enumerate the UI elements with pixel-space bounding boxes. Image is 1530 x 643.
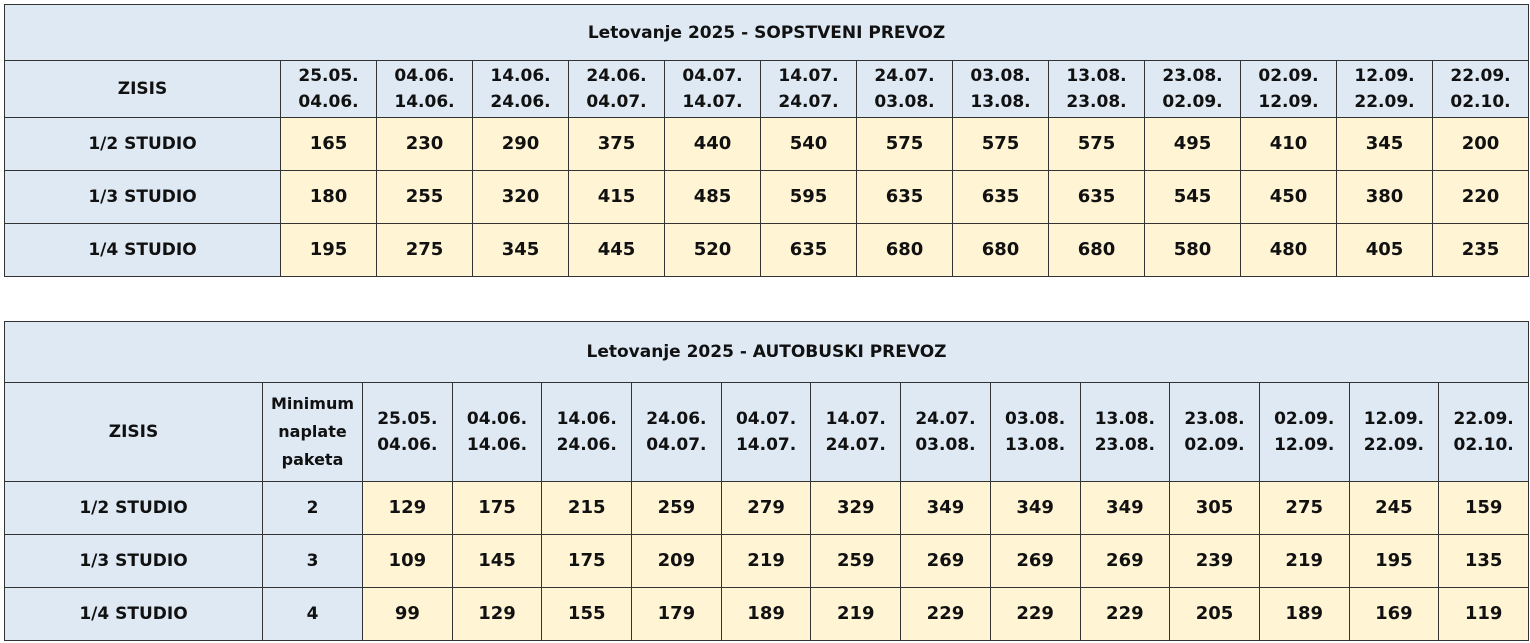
room-type-label: 1/3 STUDIO xyxy=(5,171,281,224)
price-cell: 269 xyxy=(1080,535,1170,588)
period-header: 04.06. 14.06. xyxy=(452,383,542,482)
price-cell: 155 xyxy=(542,588,632,641)
price-cell: 229 xyxy=(990,588,1080,641)
table-row xyxy=(5,224,1529,277)
price-cell: 215 xyxy=(542,482,632,535)
table-title: Letovanje 2025 - SOPSTVENI PREVOZ xyxy=(5,5,1529,61)
period-header: 24.07. 03.08. xyxy=(857,61,953,118)
price-cell: 349 xyxy=(990,482,1080,535)
table-row xyxy=(5,588,1529,641)
price-cell: 219 xyxy=(1259,535,1349,588)
price-cell: 219 xyxy=(811,588,901,641)
price-cell: 229 xyxy=(901,588,991,641)
price-cell: 275 xyxy=(377,224,473,277)
price-cell: 109 xyxy=(363,535,453,588)
price-cell: 345 xyxy=(1337,118,1433,171)
price-cell: 410 xyxy=(1241,118,1337,171)
period-header: 02.09. 12.09. xyxy=(1259,383,1349,482)
price-cell: 209 xyxy=(632,535,722,588)
price-cell: 119 xyxy=(1439,588,1529,641)
period-header: 04.07. 14.07. xyxy=(721,383,811,482)
price-cell: 445 xyxy=(569,224,665,277)
price-cell: 635 xyxy=(761,224,857,277)
period-header: 03.08. 13.08. xyxy=(953,61,1049,118)
price-cell: 255 xyxy=(377,171,473,224)
table-title: Letovanje 2025 - AUTOBUSKI PREVOZ xyxy=(5,322,1529,383)
period-header: 24.07. 03.08. xyxy=(901,383,991,482)
price-cell: 329 xyxy=(811,482,901,535)
price-cell: 269 xyxy=(990,535,1080,588)
price-cell: 220 xyxy=(1433,171,1529,224)
price-cell: 545 xyxy=(1145,171,1241,224)
period-header: 14.07. 24.07. xyxy=(811,383,901,482)
period-header: 23.08. 02.09. xyxy=(1145,61,1241,118)
price-cell: 200 xyxy=(1433,118,1529,171)
period-header: 14.06. 24.06. xyxy=(473,61,569,118)
price-cell: 349 xyxy=(901,482,991,535)
price-cell: 680 xyxy=(1049,224,1145,277)
price-cell: 239 xyxy=(1170,535,1260,588)
price-cell: 135 xyxy=(1439,535,1529,588)
price-cell: 219 xyxy=(721,535,811,588)
price-cell: 189 xyxy=(721,588,811,641)
period-header: 25.05. 04.06. xyxy=(363,383,453,482)
hotel-name: ZISIS xyxy=(5,383,263,482)
price-cell: 595 xyxy=(761,171,857,224)
period-header: 14.06. 24.06. xyxy=(542,383,632,482)
table-row xyxy=(5,171,1529,224)
price-cell: 189 xyxy=(1259,588,1349,641)
price-cell: 169 xyxy=(1349,588,1439,641)
minimum-payment-cell: 3 xyxy=(263,535,363,588)
minimum-payment-cell: 2 xyxy=(263,482,363,535)
price-cell: 440 xyxy=(665,118,761,171)
price-cell: 279 xyxy=(721,482,811,535)
period-header: 04.07. 14.07. xyxy=(665,61,761,118)
period-header: 12.09. 22.09. xyxy=(1337,61,1433,118)
room-type-label: 1/3 STUDIO xyxy=(5,535,263,588)
price-cell: 450 xyxy=(1241,171,1337,224)
price-cell: 380 xyxy=(1337,171,1433,224)
period-header: 04.06. 14.06. xyxy=(377,61,473,118)
price-cell: 259 xyxy=(811,535,901,588)
minimum-payment-header: Minimum naplate paketa xyxy=(263,383,363,482)
period-header: 23.08. 02.09. xyxy=(1170,383,1260,482)
price-cell: 485 xyxy=(665,171,761,224)
price-cell: 159 xyxy=(1439,482,1529,535)
price-cell: 245 xyxy=(1349,482,1439,535)
price-cell: 375 xyxy=(569,118,665,171)
table-row xyxy=(5,118,1529,171)
period-header: 03.08. 13.08. xyxy=(990,383,1080,482)
table-row xyxy=(5,482,1529,535)
table-row xyxy=(5,535,1529,588)
price-cell: 175 xyxy=(452,482,542,535)
price-cell: 635 xyxy=(1049,171,1145,224)
price-cell: 680 xyxy=(857,224,953,277)
price-cell: 179 xyxy=(632,588,722,641)
period-header: 13.08. 23.08. xyxy=(1049,61,1145,118)
price-cell: 129 xyxy=(452,588,542,641)
price-cell: 575 xyxy=(953,118,1049,171)
price-cell: 580 xyxy=(1145,224,1241,277)
minimum-payment-cell: 4 xyxy=(263,588,363,641)
period-header: 24.06. 04.07. xyxy=(569,61,665,118)
price-cell: 269 xyxy=(901,535,991,588)
price-cell: 175 xyxy=(542,535,632,588)
price-table-own-transport xyxy=(4,4,1529,277)
room-type-label: 1/2 STUDIO xyxy=(5,482,263,535)
price-cell: 405 xyxy=(1337,224,1433,277)
price-cell: 495 xyxy=(1145,118,1241,171)
price-cell: 195 xyxy=(281,224,377,277)
period-header: 12.09. 22.09. xyxy=(1349,383,1439,482)
hotel-name: ZISIS xyxy=(5,61,281,118)
period-header: 13.08. 23.08. xyxy=(1080,383,1170,482)
price-cell: 275 xyxy=(1259,482,1349,535)
price-cell: 205 xyxy=(1170,588,1260,641)
price-cell: 195 xyxy=(1349,535,1439,588)
period-header-row xyxy=(5,383,1529,482)
price-cell: 145 xyxy=(452,535,542,588)
period-header-row xyxy=(5,61,1529,118)
price-cell: 520 xyxy=(665,224,761,277)
room-type-label: 1/2 STUDIO xyxy=(5,118,281,171)
price-table-bus-transport xyxy=(4,321,1529,641)
price-cell: 415 xyxy=(569,171,665,224)
price-cell: 305 xyxy=(1170,482,1260,535)
price-cell: 235 xyxy=(1433,224,1529,277)
price-cell: 230 xyxy=(377,118,473,171)
price-cell: 180 xyxy=(281,171,377,224)
price-cell: 480 xyxy=(1241,224,1337,277)
price-cell: 540 xyxy=(761,118,857,171)
period-header: 24.06. 04.07. xyxy=(632,383,722,482)
price-cell: 290 xyxy=(473,118,569,171)
price-cell: 99 xyxy=(363,588,453,641)
room-type-label: 1/4 STUDIO xyxy=(5,588,263,641)
price-cell: 229 xyxy=(1080,588,1170,641)
price-cell: 129 xyxy=(363,482,453,535)
price-cell: 635 xyxy=(953,171,1049,224)
price-cell: 680 xyxy=(953,224,1049,277)
price-cell: 320 xyxy=(473,171,569,224)
price-cell: 165 xyxy=(281,118,377,171)
price-cell: 635 xyxy=(857,171,953,224)
period-header: 22.09. 02.10. xyxy=(1439,383,1529,482)
period-header: 25.05. 04.06. xyxy=(281,61,377,118)
room-type-label: 1/4 STUDIO xyxy=(5,224,281,277)
period-header: 02.09. 12.09. xyxy=(1241,61,1337,118)
price-cell: 349 xyxy=(1080,482,1170,535)
price-cell: 575 xyxy=(857,118,953,171)
price-cell: 575 xyxy=(1049,118,1145,171)
price-cell: 345 xyxy=(473,224,569,277)
period-header: 14.07. 24.07. xyxy=(761,61,857,118)
period-header: 22.09. 02.10. xyxy=(1433,61,1529,118)
price-cell: 259 xyxy=(632,482,722,535)
